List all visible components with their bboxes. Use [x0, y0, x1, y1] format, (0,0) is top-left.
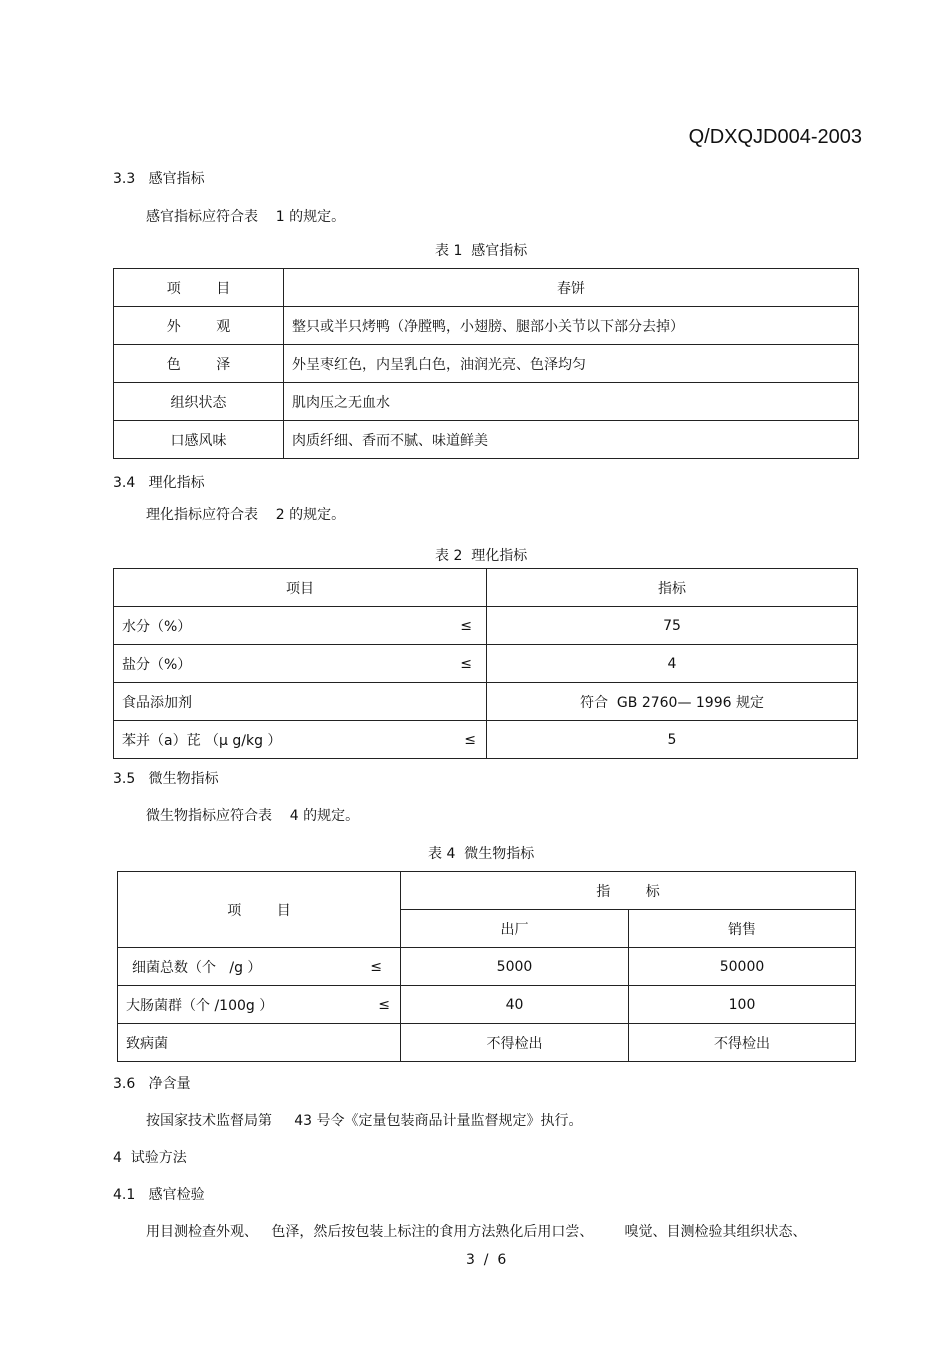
table-cell: 色 泽: [114, 345, 284, 383]
table-cell: [114, 721, 487, 759]
table-row: [114, 721, 858, 759]
table-1-sensory: [113, 268, 859, 459]
le-symbol: ≤: [460, 655, 472, 672]
table-1-caption: 表 1 感官指标: [435, 243, 528, 259]
item-label: 盐分（%）: [122, 656, 192, 673]
section-4-1-heading: 4.1 感官检验: [113, 1187, 205, 1203]
table-row: [114, 307, 859, 345]
section-3-6-heading: 3.6 净含量: [113, 1076, 191, 1092]
item-label: 苯并（a）芘 （μ g/kg ）: [122, 732, 282, 749]
table-row: [114, 645, 858, 683]
table-header-cell: 项 目: [118, 872, 401, 948]
table-cell: 外呈枣红色，内呈乳白色，油润光亮、色泽均匀: [284, 345, 859, 383]
section-3-4-heading: 3.4 理化指标: [113, 475, 205, 491]
table-cell: 组织状态: [114, 383, 284, 421]
table-cell: 口感风味: [114, 421, 284, 459]
section-3-3-heading: 3.3 感官指标: [113, 171, 205, 187]
table-cell: 100: [629, 986, 856, 1024]
table-row: [114, 569, 858, 607]
table-cell: 肉质纤细、香而不腻、味道鲜美: [284, 421, 859, 459]
table-4-microbial: [117, 871, 856, 1062]
table-row: [114, 345, 859, 383]
table-2-physicochemical: [113, 568, 858, 759]
table-row: [118, 986, 856, 1024]
table-row: [114, 607, 858, 645]
table-header-cell: 指 标: [401, 872, 856, 910]
document-code: Q/DXQJD004-2003: [688, 126, 862, 148]
table-cell: 整只或半只烤鸭（净膛鸭，小翅膀、腿部小关节以下部分去掉）: [284, 307, 859, 345]
table-cell: 5000: [401, 948, 629, 986]
table-row: [114, 269, 859, 307]
table-row: [114, 683, 858, 721]
table-row: [118, 872, 856, 910]
table-cell: 40: [401, 986, 629, 1024]
table-row: [118, 1024, 856, 1062]
item-label: 细菌总数（个 /g ）: [132, 959, 262, 976]
table-header-cell: 项目: [114, 569, 487, 607]
table-cell: 肌肉压之无血水: [284, 383, 859, 421]
table-cell: 食品添加剂: [114, 683, 487, 721]
table-row: [118, 948, 856, 986]
section-3-5-text: 微生物指标应符合表 4 的规定。: [146, 808, 360, 824]
section-4-1-text: 用目测检查外观、 色泽，然后按包装上标注的食用方法熟化后用口尝、 嗅觉、目测检验其组织状态、: [146, 1224, 807, 1240]
item-label: 水分（%）: [122, 618, 192, 635]
table-2-caption: 表 2 理化指标: [435, 548, 528, 564]
le-symbol: ≤: [460, 617, 472, 634]
table-row: [114, 383, 859, 421]
le-symbol: ≤: [370, 958, 382, 975]
section-4-heading: 4 试验方法: [113, 1150, 187, 1166]
table-cell: [118, 948, 401, 986]
table-4-caption: 表 4 微生物指标: [428, 846, 535, 862]
section-3-4-text: 理化指标应符合表 2 的规定。: [146, 507, 346, 523]
table-cell: [114, 645, 487, 683]
table-header-cell: 指标: [487, 569, 858, 607]
table-cell: 致病菌: [118, 1024, 401, 1062]
table-cell: 4: [487, 645, 858, 683]
table-header-cell: 出厂: [401, 910, 629, 948]
le-symbol: ≤: [378, 996, 390, 1013]
table-cell: 75: [487, 607, 858, 645]
table-cell: 外 观: [114, 307, 284, 345]
table-cell: 不得检出: [629, 1024, 856, 1062]
table-row: [114, 421, 859, 459]
section-3-5-heading: 3.5 微生物指标: [113, 771, 219, 787]
item-label: 大肠菌群（个 /100g ）: [126, 997, 274, 1014]
table-cell: 5: [487, 721, 858, 759]
table-cell: 符合 GB 2760— 1996 规定: [487, 683, 858, 721]
table-header-cell: 项 目: [114, 269, 284, 307]
table-cell: [114, 607, 487, 645]
section-3-6-text: 按国家技术监督局第 43 号令《定量包装商品计量监督规定》执行。: [146, 1113, 583, 1129]
table-header-cell: 销售: [629, 910, 856, 948]
table-cell: [118, 986, 401, 1024]
table-cell: 不得检出: [401, 1024, 629, 1062]
page-number: 3 / 6: [466, 1252, 507, 1268]
table-cell: 50000: [629, 948, 856, 986]
le-symbol: ≤: [464, 731, 476, 748]
table-header-cell: 春饼: [284, 269, 859, 307]
section-3-3-text: 感官指标应符合表 1 的规定。: [146, 209, 346, 225]
